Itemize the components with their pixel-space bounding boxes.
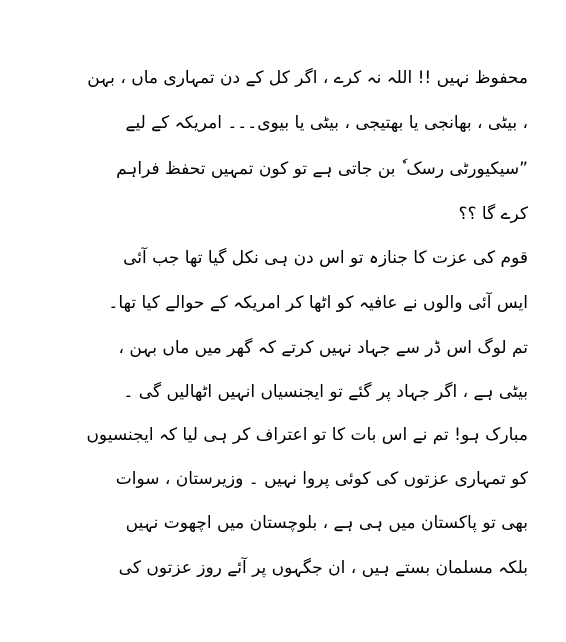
text-line: ”سیکیورٹی رسک ٗ بن جاتی ہے تو کون تمہیں تحفظ فراہم [116,159,528,179]
text-line: بلکہ مسلمان بستے ہیں ، ان جگہوں پر آئے روز عزتوں کی [118,558,528,578]
text-line: کو تمہاری عزتوں کی کوئی پروا نہیں ۔ وزیرستان ، سوات [115,469,528,489]
text-line: قوم کی عزت کا جنازہ تو اس دن ہی نکل گیا تھا جب آئی [123,248,528,268]
text-line: ، بیٹی ، بھانجی یا بھتیجی ، بیٹی یا بیوی۔۔۔ امریکہ کے لیے [125,113,528,133]
text-line: محفوظ نہیں !! اللہ نہ کرے ، اگر کل کے دن تمہاری ماں ، بہن [87,68,528,88]
text-line: تم لوگ اس ڈر سے جہاد نہیں کرتے کہ گھر میں ماں بہن ، [118,338,528,358]
text-line: بھی تو پاکستان میں ہی ہے ، بلوچستان میں اچھوت نہیں [125,513,528,533]
text-line: بیٹی ہے ، اگر جہاد پر گئے تو ایجنسیاں انہیں اٹھالیں گی ۔ [123,382,528,402]
text-line: مبارک ہو! تم نے اس بات کا تو اعتراف کر ہی لیا کہ ایجنسیوں [86,425,528,445]
text-line: کرے گا ؟؟ [458,204,528,224]
text-line: ایس آئی والوں نے عافیہ کو اٹھا کر امریکہ کے حوالے کیا تھا۔ [108,293,528,313]
